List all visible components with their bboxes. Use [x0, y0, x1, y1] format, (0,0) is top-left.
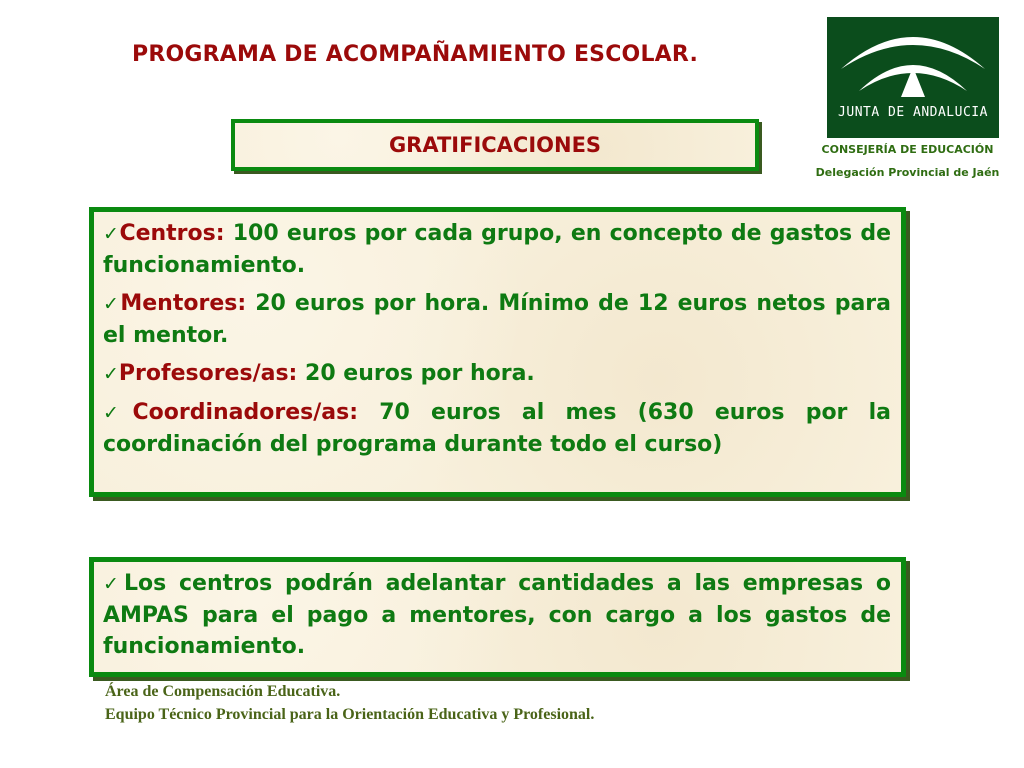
- delegacion-label: Delegación Provincial de Jaén: [815, 166, 1000, 179]
- item-label: Centros:: [119, 221, 225, 246]
- list-item: [103, 218, 891, 281]
- gratifications-box: [89, 207, 906, 497]
- list-item: [103, 397, 891, 460]
- item-label: Profesores/as:: [118, 361, 298, 386]
- note-box: [89, 557, 906, 677]
- item-label: Mentores:: [120, 291, 247, 316]
- page-title: PROGRAMA DE ACOMPAÑAMIENTO ESCOLAR.: [132, 42, 699, 67]
- item-text: 100 euros por cada grupo, en concepto de gastos de funcionamiento.: [103, 221, 891, 278]
- item-label: Coordinadores/as:: [132, 400, 359, 425]
- footer-line-1: Área de Compensación Educativa.: [105, 683, 341, 700]
- note-text: Los centros podrán adelantar cantidades a las empresas o AMPAS para el pago a mentores, con cargo a los gastos de funcionamiento.: [103, 571, 891, 659]
- footer-line-2: Equipo Técnico Provincial para la Orientación Educativa y Profesional.: [105, 706, 595, 723]
- check-icon: ✓: [103, 223, 120, 245]
- item-text: 70 euros al mes (630 euros por la coordinación del programa durante todo el curso): [103, 400, 892, 457]
- junta-de-andalucia-logo: [827, 17, 999, 138]
- list-item: [103, 358, 891, 390]
- list-item: [103, 288, 891, 351]
- check-icon: ✓: [103, 402, 133, 424]
- check-icon: ✓: [103, 293, 121, 315]
- logo-text: JUNTA DE ANDALUCIA: [838, 105, 988, 120]
- check-icon: ✓: [103, 363, 119, 385]
- item-text: 20 euros por hora. Mínimo de 12 euros netos para el mentor.: [103, 291, 892, 348]
- section-title: GRATIFICACIONES: [231, 119, 759, 171]
- check-icon: ✓: [103, 573, 125, 595]
- consejeria-label: CONSEJERÍA DE EDUCACIÓN: [821, 143, 994, 156]
- item-text: 20 euros por hora.: [297, 361, 535, 386]
